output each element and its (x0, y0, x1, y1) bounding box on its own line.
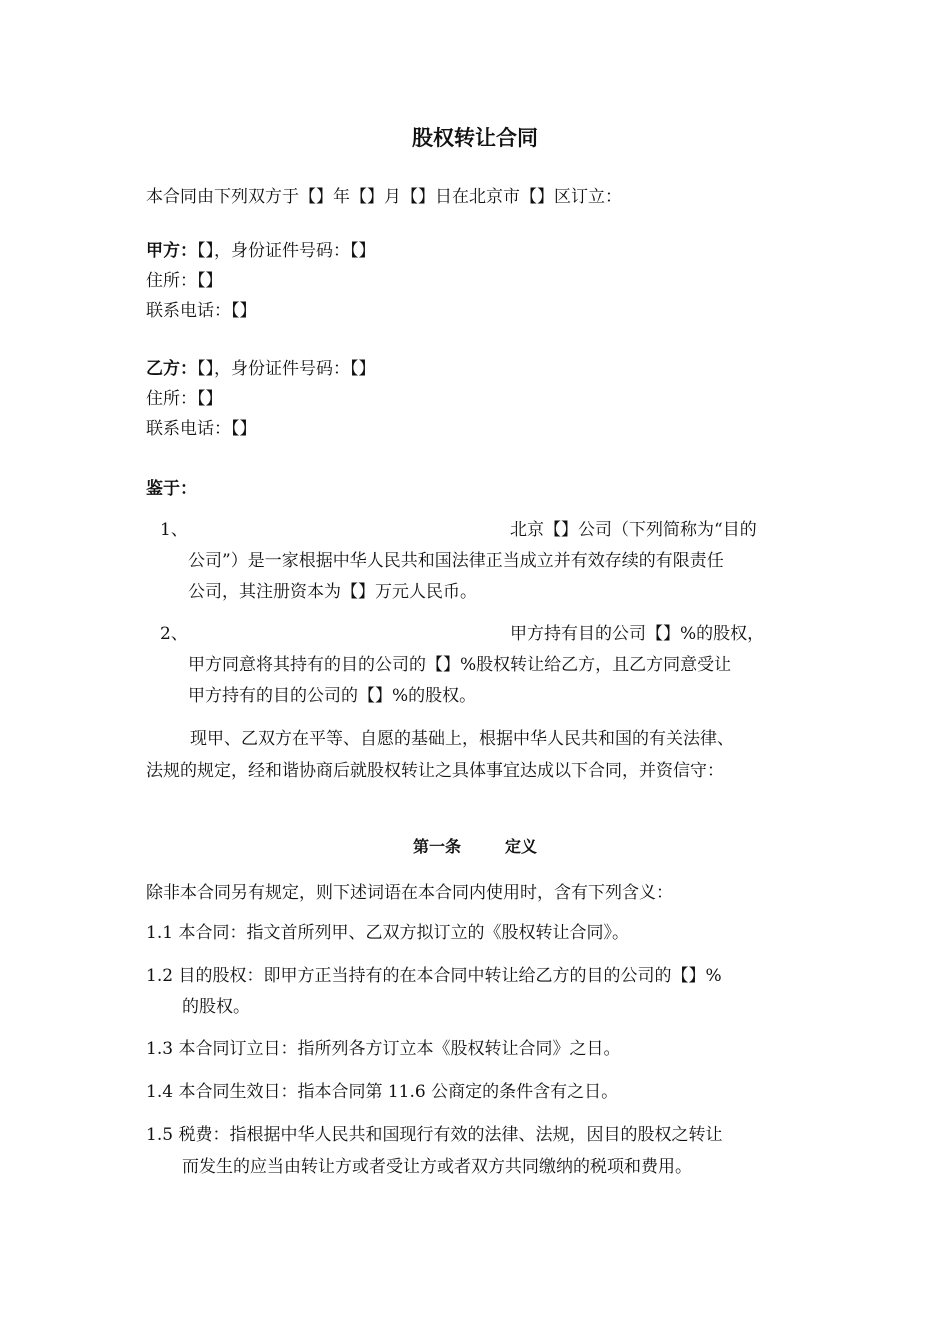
party-a-phone: 联系电话：【】 (146, 301, 257, 321)
party-b-phone: 联系电话：【】 (146, 419, 257, 439)
whereas-item-2-line: 甲方持有的目的公司的【】%的股权。 (188, 686, 477, 706)
definition-1-5-continued: 而发生的应当由转让方或者受让方或者双方共同缴纳的税项和费用。 (182, 1157, 692, 1177)
definition-1-3: 1.3 本合同订立日：指所列各方订立本《股权转让合同》之日。 (146, 1039, 621, 1059)
intro-paragraph: 本合同由下列双方于【】年【】月【】日在北京市【】区订立： (146, 187, 622, 207)
party-a-line (146, 236, 376, 261)
whereas-item-1-line: 北京【】公司（下列简称为“目的 (510, 520, 757, 540)
whereas-item-1-line: 公司”）是一家根据中华人民共和国法律正当成立并有效存续的有限责任 (188, 551, 724, 571)
article-1-number: 第一条 (412, 837, 461, 856)
whereas-item-2-line: 甲方同意将其持有的目的公司的【】%股权转让给乙方，且乙方同意受让 (188, 655, 732, 675)
party-b-label: 乙方： (146, 359, 197, 379)
article-1-intro: 除非本合同另有规定，则下述词语在本合同内使用时，含有下列含义： (146, 883, 673, 903)
whereas-closing-line: 现甲、乙双方在平等、自愿的基础上，根据中华人民共和国的有关法律、 (190, 729, 734, 749)
whereas-item-1-line: 公司，其注册资本为【】万元人民币。 (188, 582, 477, 602)
definition-1-5: 1.5 税费：指根据中华人民共和国现行有效的法律、法规，因目的股权之转让 (146, 1125, 723, 1145)
whereas-item-2-number: 2、 (160, 624, 188, 644)
definition-1-4: 1.4 本合同生效日：指本合同第 11.6 公商定的条件含有之日。 (146, 1082, 619, 1102)
party-a-address: 住所：【】 (146, 271, 223, 291)
whereas-closing-line: 法规的规定，经和谐协商后就股权转让之具体事宜达成以下合同，并资信守： (146, 761, 724, 781)
whereas-heading: 鉴于： (146, 479, 197, 499)
whereas-item-1-number: 1、 (160, 520, 188, 540)
party-b-address: 住所：【】 (146, 389, 223, 409)
definition-1-2: 1.2 目的股权：即甲方正当持有的在本合同中转让给乙方的目的公司的【】% (146, 966, 722, 986)
article-1-heading (0, 834, 950, 857)
party-a-label: 甲方： (146, 241, 197, 261)
party-a-name-id: 【】，身份证件号码：【】 (197, 241, 376, 261)
document-title: 股权转让合同 (412, 126, 538, 150)
definition-1-2-continued: 的股权。 (182, 997, 250, 1017)
party-b-name-id: 【】，身份证件号码：【】 (197, 359, 376, 379)
party-b-line (146, 354, 376, 379)
whereas-item-2-line: 甲方持有目的公司【】%的股权， (510, 624, 765, 644)
definition-1-1: 1.1 本合同：指文首所列甲、乙双方拟订立的《股权转让合同》。 (146, 923, 629, 943)
article-1-name: 定义 (505, 837, 538, 856)
